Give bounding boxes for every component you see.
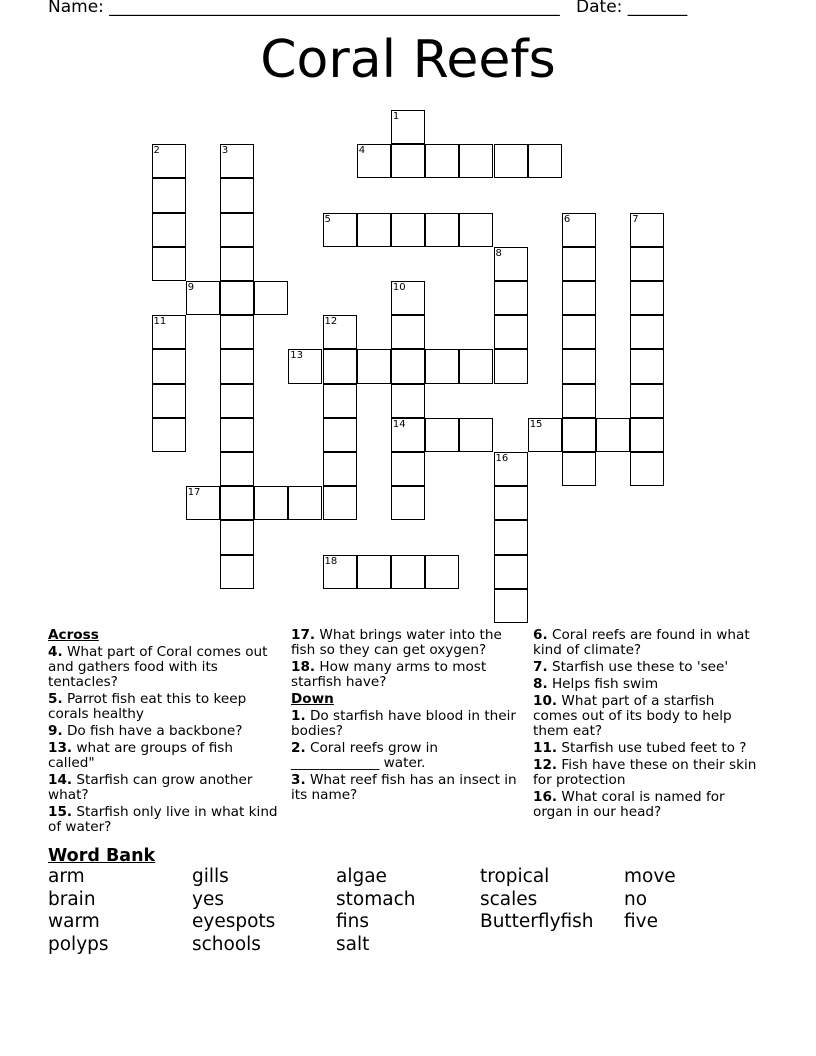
date-field[interactable]: _______ (627, 0, 688, 17)
clue-down-6: 6. Coral reefs are found in what kind of climate? (533, 627, 750, 658)
clue-across-13: 13. what are groups of fish called" (48, 740, 234, 771)
grid-number-1: 1 (392, 111, 400, 122)
grid-cell[interactable] (391, 486, 425, 520)
word-bank-item: stomach (336, 889, 416, 910)
clue-down-1: 1. Do starfish have blood in their bodies? (291, 708, 517, 739)
clue-down-11: 11. Starfish use tubed feet to ? (533, 740, 747, 756)
grid-cell[interactable] (152, 178, 186, 212)
clue-across-18: 18. How many arms to most starfish have? (291, 659, 487, 690)
grid-cell[interactable] (254, 281, 288, 315)
grid-cell[interactable] (220, 452, 254, 486)
clue-down-16: 16. What coral is named for organ in our head? (533, 789, 725, 820)
grid-cell[interactable] (459, 144, 493, 178)
clue-down-12: 12. Fish have these on their skin for protection (533, 757, 757, 788)
grid-cell[interactable] (391, 349, 425, 383)
clue-across-17: 17. What brings water into the fish so they can get oxygen? (291, 627, 502, 658)
grid-cell[interactable] (220, 247, 254, 281)
grid-cell[interactable] (459, 349, 493, 383)
grid-cell[interactable] (562, 452, 596, 486)
word-bank-item: schools (192, 934, 261, 955)
grid-cell[interactable] (323, 452, 357, 486)
grid-cell[interactable] (494, 144, 528, 178)
grid-cell[interactable] (425, 144, 459, 178)
grid-cell[interactable] (152, 384, 186, 418)
grid-number-14: 14 (392, 418, 406, 430)
grid-cell[interactable] (425, 555, 459, 589)
word-bank-item: fins (336, 911, 370, 932)
word-bank-item: algae (336, 866, 387, 887)
grid-cell[interactable] (391, 555, 425, 589)
grid-cell[interactable] (220, 281, 254, 315)
grid-cell[interactable] (562, 247, 596, 281)
grid-cell[interactable] (152, 349, 186, 383)
clue-down-3: 3. What reef fish has an insect in its name? (291, 772, 517, 803)
grid-cell[interactable] (630, 384, 664, 418)
grid-cell[interactable] (562, 315, 596, 349)
grid-number-4: 4 (358, 145, 366, 157)
grid-cell[interactable] (494, 555, 528, 589)
word-bank-item: gills (192, 866, 229, 887)
date-label: Date: (576, 0, 623, 17)
clue-across-14: 14. Starfish can grow another what? (48, 772, 253, 803)
grid-number-10: 10 (392, 282, 406, 293)
name-field[interactable]: _____________________________________________________ (109, 0, 560, 17)
grid-cell[interactable] (220, 349, 254, 383)
grid-cell[interactable] (152, 247, 186, 281)
grid-cell[interactable] (391, 144, 425, 178)
grid-number-11: 11 (153, 316, 167, 328)
clues-column-3 (533, 628, 763, 822)
grid-cell[interactable] (562, 349, 596, 383)
grid-cell[interactable] (220, 384, 254, 418)
clue-across-15: 15. Starfish only live in what kind of water? (48, 804, 278, 835)
word-bank-heading: Word Bank (48, 846, 156, 866)
clue-down-2: 2. Coral reefs grow in _____________ water. (291, 740, 439, 771)
grid-cell[interactable] (596, 418, 630, 452)
down-heading: Down (291, 691, 334, 707)
grid-cell[interactable] (323, 384, 357, 418)
grid-cell[interactable] (425, 213, 459, 247)
grid-cell[interactable] (323, 349, 357, 383)
grid-cell[interactable] (357, 349, 391, 383)
grid-cell[interactable] (494, 520, 528, 554)
grid-cell[interactable] (357, 555, 391, 589)
grid-cell[interactable] (152, 213, 186, 247)
word-bank-item: arm (48, 866, 85, 887)
grid-cell[interactable] (254, 486, 288, 520)
grid-cell[interactable] (630, 418, 664, 452)
grid-number-17: 17 (187, 487, 201, 499)
grid-cell[interactable] (459, 213, 493, 247)
grid-cell[interactable] (288, 486, 322, 520)
grid-cell[interactable] (494, 315, 528, 349)
word-bank-item: move (624, 866, 676, 887)
word-bank-item: brain (48, 889, 96, 910)
grid-cell[interactable] (391, 213, 425, 247)
grid-cell[interactable] (630, 247, 664, 281)
word-bank-item: tropical (480, 866, 550, 887)
grid-cell[interactable] (562, 418, 596, 452)
grid-number-12: 12 (324, 316, 338, 328)
word-bank-item: eyespots (192, 911, 276, 932)
grid-cell[interactable] (562, 281, 596, 315)
grid-number-15: 15 (529, 418, 543, 430)
word-bank-item: polyps (48, 934, 109, 955)
across-heading: Across (48, 627, 99, 643)
grid-cell[interactable] (220, 555, 254, 589)
grid-cell[interactable] (357, 213, 391, 247)
word-bank-item: warm (48, 911, 100, 932)
clues-column-2 (291, 628, 521, 805)
word-bank-item: no (624, 889, 648, 910)
clue-across-9: 9. Do fish have a backbone? (48, 723, 243, 739)
grid-cell[interactable] (425, 349, 459, 383)
grid-cell[interactable] (391, 315, 425, 349)
word-bank-item: Butterflyfish (480, 911, 594, 932)
grid-cell[interactable] (562, 384, 596, 418)
grid-cell[interactable] (494, 589, 528, 623)
grid-cell[interactable] (220, 520, 254, 554)
grid-number-13: 13 (290, 350, 304, 362)
grid-cell[interactable] (528, 144, 562, 178)
word-bank-item: salt (336, 934, 370, 955)
grid-cell[interactable] (220, 315, 254, 349)
grid-cell[interactable] (220, 418, 254, 452)
grid-cell[interactable] (494, 281, 528, 315)
grid-number-8: 8 (495, 247, 502, 259)
word-bank-item: scales (480, 889, 538, 910)
name-label: Name: (48, 0, 104, 17)
grid-number-9: 9 (187, 282, 195, 293)
clue-down-7: 7. Starfish use these to 'see' (533, 659, 729, 675)
grid-cell[interactable] (630, 281, 664, 315)
grid-cell[interactable] (630, 349, 664, 383)
grid-cell[interactable] (391, 452, 425, 486)
clue-across-5: 5. Parrot fish eat this to keep corals healthy (48, 691, 247, 722)
clue-down-8: 8. Helps fish swim (533, 676, 659, 692)
word-bank-item: yes (192, 889, 224, 910)
clues-column-1 (48, 628, 278, 837)
grid-cell[interactable] (425, 418, 459, 452)
grid-number-7: 7 (632, 213, 639, 225)
clue-down-10: 10. What part of a starfish comes out of its body to help them eat? (533, 693, 732, 739)
clue-across-4: 4. What part of Coral comes out and gathers food with its tentacles? (48, 644, 268, 690)
grid-cell[interactable] (323, 418, 357, 452)
grid-cell[interactable] (494, 349, 528, 383)
grid-cell[interactable] (459, 418, 493, 452)
grid-cell[interactable] (630, 452, 664, 486)
page-title: Coral Reefs (260, 30, 556, 90)
grid-number-16: 16 (495, 453, 509, 464)
grid-number-6: 6 (563, 213, 571, 225)
grid-cell[interactable] (494, 486, 528, 520)
grid-number-3: 3 (221, 145, 229, 157)
grid-number-5: 5 (324, 213, 331, 225)
grid-cell[interactable] (391, 384, 425, 418)
grid-cell[interactable] (630, 315, 664, 349)
grid-cell[interactable] (152, 418, 186, 452)
grid-cell[interactable] (220, 486, 254, 520)
grid-number-18: 18 (324, 555, 338, 567)
grid-cell[interactable] (323, 486, 357, 520)
word-bank-item: five (624, 911, 658, 932)
grid-cell[interactable] (220, 178, 254, 212)
grid-number-2: 2 (153, 145, 160, 157)
grid-cell[interactable] (220, 213, 254, 247)
